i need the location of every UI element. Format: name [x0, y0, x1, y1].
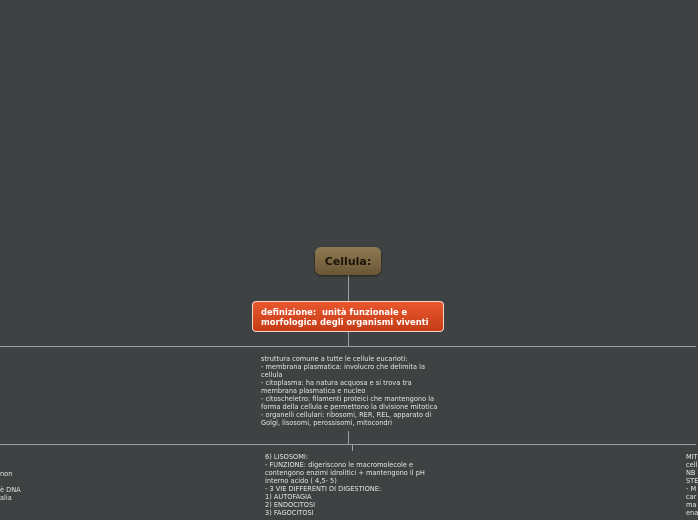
definition-topic-label: definizione: unità funzionale e morfologica degli organismi viventi	[261, 307, 429, 327]
connector-lisosomi-tick	[352, 445, 353, 451]
connector-root-definition	[348, 275, 349, 301]
root-topic-label: Cellula:	[324, 254, 372, 268]
left-topic-fragment[interactable]: non è DNA alia	[0, 470, 21, 502]
right-topic-fragment[interactable]: MIT cell NB STE - M car ma ena	[686, 453, 698, 517]
connector-definition-bus	[348, 332, 349, 346]
structure-topic[interactable]: struttura comune a tutte le cellule eucarioti: - membrana plasmatica: involucro che delimita la cellula - citoplasma: ha natura acquosa e si trova tra membrana plasmatica e nucleo - citoscheletro: filamenti proteici che mantengono la forma della cellula e permettono la divisione mitotica - organelli cellulari: ribosomi, RER, REL, apparato di Golgi, lisosomi, perossisomi, mitocondri	[261, 355, 438, 427]
definition-topic[interactable]	[252, 301, 444, 332]
root-topic-cellula[interactable]	[315, 247, 381, 275]
lisosomi-topic[interactable]: 6) LISOSOMI: - FUNZIONE: digeriscono le macromolecole e contengono enzimi idrolitici + mantengono il pH interno acido ( 4,5- 5) - 3 VIE DIFFERENTI DI DIGESTIONE: 1) AUTOFAGIA 2) ENDOCITOSI 3) FAGOCITOSI	[265, 453, 425, 517]
branch-bus-lower	[0, 444, 696, 445]
connector-structure-bus	[348, 431, 349, 444]
branch-bus-upper	[0, 346, 696, 347]
